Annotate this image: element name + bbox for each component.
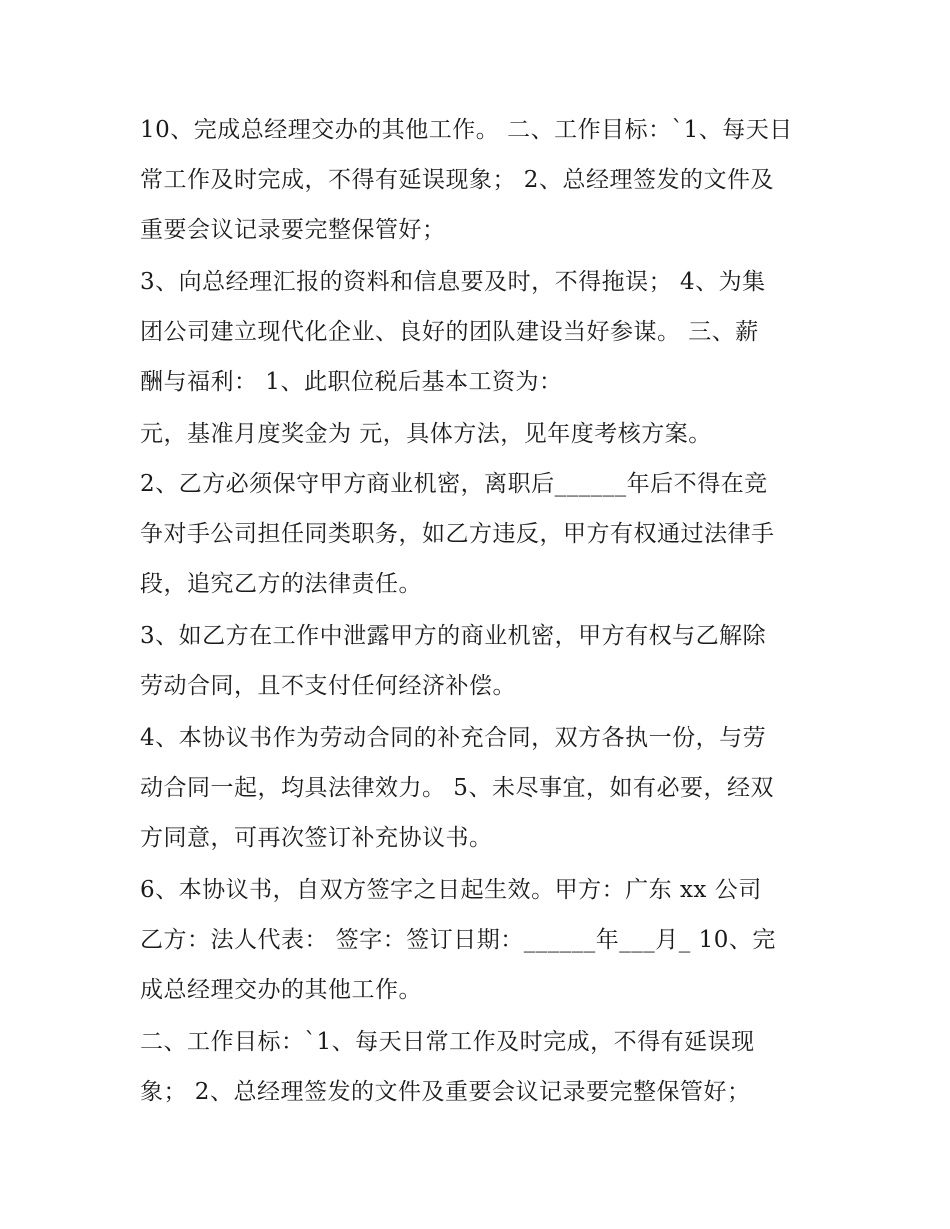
text-line: 象； 2、总经理签发的文件及重要会议记录要完整保管好； (140, 1079, 751, 1105)
text-line: 争对手公司担任同类职务，如乙方违反，甲方有权通过法律手 (140, 521, 775, 547)
text-line: 4、本协议书作为劳动合同的补充合同，双方各执一份，与劳 (140, 725, 767, 751)
text-line: 10、完成总经理交办的其他工作。 二、工作目标：`1、每天日 (140, 117, 793, 143)
text-line: 成总经理交办的其他工作。 (140, 977, 422, 1003)
text-line: 3、向总经理汇报的资料和信息要及时，不得拖误； 4、为集 (140, 269, 766, 295)
text-line: 方同意，可再次签订补充协议书。 (140, 825, 493, 851)
text-line: 团公司建立现代化企业、良好的团队建设当好参谋。 三、薪 (140, 319, 759, 345)
text-line: 动合同一起，均具法律效力。 5、未尽事宜，如有必要，经双 (140, 775, 774, 801)
text-line: 常工作及时完成，不得有延误现象； 2、总经理签发的文件及 (140, 167, 774, 193)
text-line: 乙方：法人代表： 签字：签订日期：______年___月_ 10、完 (140, 927, 776, 953)
text-line: 重要会议记录要完整保管好； (140, 217, 446, 243)
text-line: 段，追究乙方的法律责任。 (140, 571, 422, 597)
text-line: 劳动合同，且不支付任何经济补偿。 (140, 673, 516, 699)
text-line: 元，基准月度奖金为 元，具体方法，见年度考核方案。 (140, 421, 712, 447)
text-line: 6、本协议书，自双方签字之日起生效。甲方：广东 xx 公司 (140, 877, 762, 903)
text-line: 3、如乙方在工作中泄露甲方的商业机密，甲方有权与乙解除 (140, 623, 767, 649)
text-line: 二、工作目标：`1、每天日常工作及时完成，不得有延误现 (140, 1029, 755, 1055)
text-line: 酬与福利： 1、此职位税后基本工资为： (140, 369, 563, 395)
text-line: 2、乙方必须保守甲方商业机密，离职后______年后不得在竞 (140, 471, 768, 497)
